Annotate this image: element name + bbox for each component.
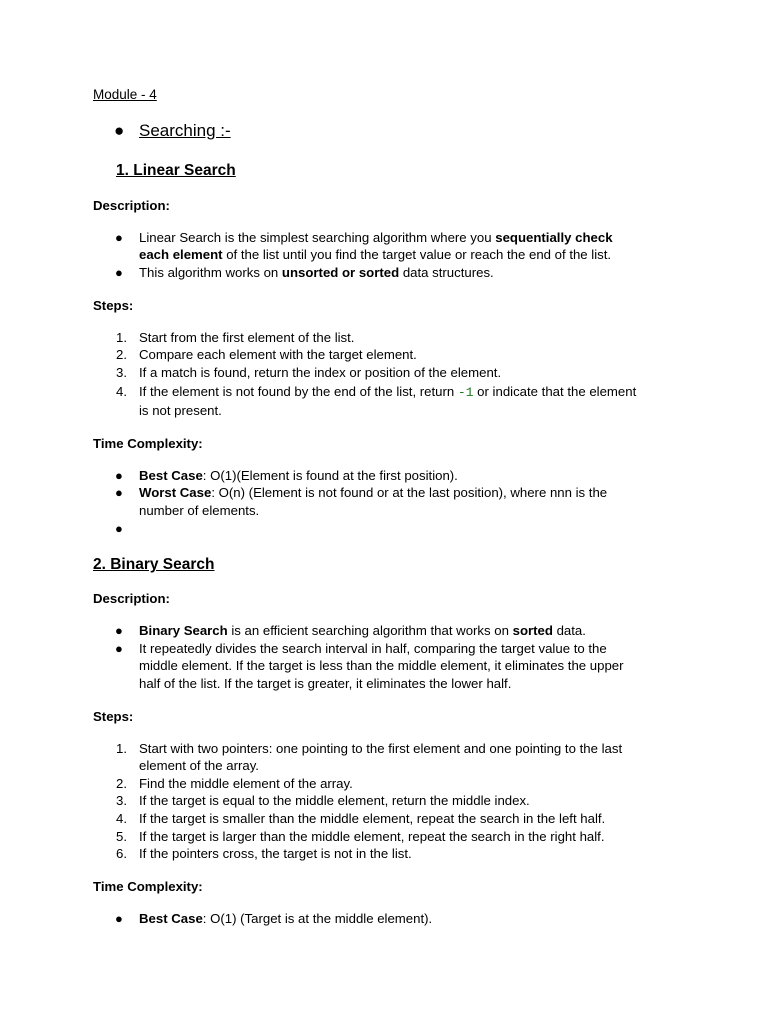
bullet: ● (115, 623, 123, 638)
bullet: ● (115, 230, 123, 245)
binary-desc-2-line-1: It repeatedly divides the search interval in half, comparing the target value to the (139, 641, 607, 656)
binary-desc-1: Binary Search is an efficient searching algorithm that works on sorted data. (139, 623, 586, 638)
linear-desc-1-line-2: each element of the list until you find the target value or reach the end of the list. (139, 247, 612, 262)
bullet: ● (115, 641, 123, 656)
binary-step-3: If the target is equal to the middle element, return the middle index. (139, 793, 530, 808)
bullet: ● (115, 265, 123, 280)
linear-worst-case-cont: number of elements. (139, 503, 260, 518)
step-number: 5. (116, 829, 127, 844)
binary-step-6: If the pointers cross, the target is not in the list. (139, 846, 412, 861)
binary-step-5: If the target is larger than the middle element, repeat the search in the right half. (139, 829, 605, 844)
step-number: 2. (116, 776, 127, 791)
linear-desc-2: This algorithm works on unsorted or sorted data structures. (139, 265, 494, 280)
step-number: 4. (116, 811, 127, 826)
linear-description-label: Description: (93, 198, 170, 213)
binary-desc-2-line-3: half of the list. If the target is greater, it eliminates the lower half. (139, 676, 512, 691)
code-return-value: -1 (457, 385, 474, 400)
linear-best-case: Best Case: O(1)(Element is found at the first position). (139, 468, 458, 483)
step-number: 3. (116, 793, 127, 808)
binary-step-1: Start with two pointers: one pointing to the first element and one pointing to the last (139, 741, 623, 756)
linear-step-4-cont: is not present. (139, 403, 222, 418)
step-number: 2. (116, 347, 127, 362)
linear-step-1: Start from the first element of the list. (139, 330, 355, 345)
module-title: Module - 4 (93, 87, 157, 102)
step-number: 1. (116, 330, 127, 345)
binary-description-label: Description: (93, 591, 170, 606)
bullet: ● (115, 911, 123, 926)
linear-search-heading: 1. Linear Search (116, 162, 236, 179)
binary-step-1-cont: element of the array. (139, 758, 259, 773)
linear-steps-label: Steps: (93, 298, 134, 313)
binary-desc-2-line-2: middle element. If the target is less than the middle element, it eliminates the upper (139, 658, 624, 673)
binary-step-2: Find the middle element of the array. (139, 776, 353, 791)
step-number: 1. (116, 741, 127, 756)
empty-bullet: ● (115, 521, 123, 536)
binary-best-case: Best Case: O(1) (Target is at the middle element). (139, 911, 433, 926)
linear-step-4: If the element is not found by the end of the list, return -1 or indicate that the element (139, 384, 637, 400)
binary-complexity-label: Time Complexity: (93, 879, 203, 894)
binary-steps-label: Steps: (93, 709, 134, 724)
binary-search-heading: 2. Binary Search (93, 556, 215, 573)
linear-step-2: Compare each element with the target element. (139, 347, 417, 362)
linear-worst-case: Worst Case: O(n) (Element is not found or at the last position), where nnn is the (139, 485, 608, 500)
step-number: 3. (116, 365, 127, 380)
binary-step-4: If the target is smaller than the middle element, repeat the search in the left half. (139, 811, 606, 826)
step-number: 4. (116, 384, 127, 399)
linear-step-3: If a match is found, return the index or position of the element. (139, 365, 502, 380)
section-bullet: ● (114, 121, 125, 140)
bullet: ● (115, 485, 123, 500)
linear-desc-1-line-1: Linear Search is the simplest searching algorithm where you sequentially check (139, 230, 613, 245)
bullet: ● (115, 468, 123, 483)
linear-complexity-label: Time Complexity: (93, 436, 203, 451)
step-number: 6. (116, 846, 127, 861)
section-title: Searching :- (139, 121, 231, 140)
